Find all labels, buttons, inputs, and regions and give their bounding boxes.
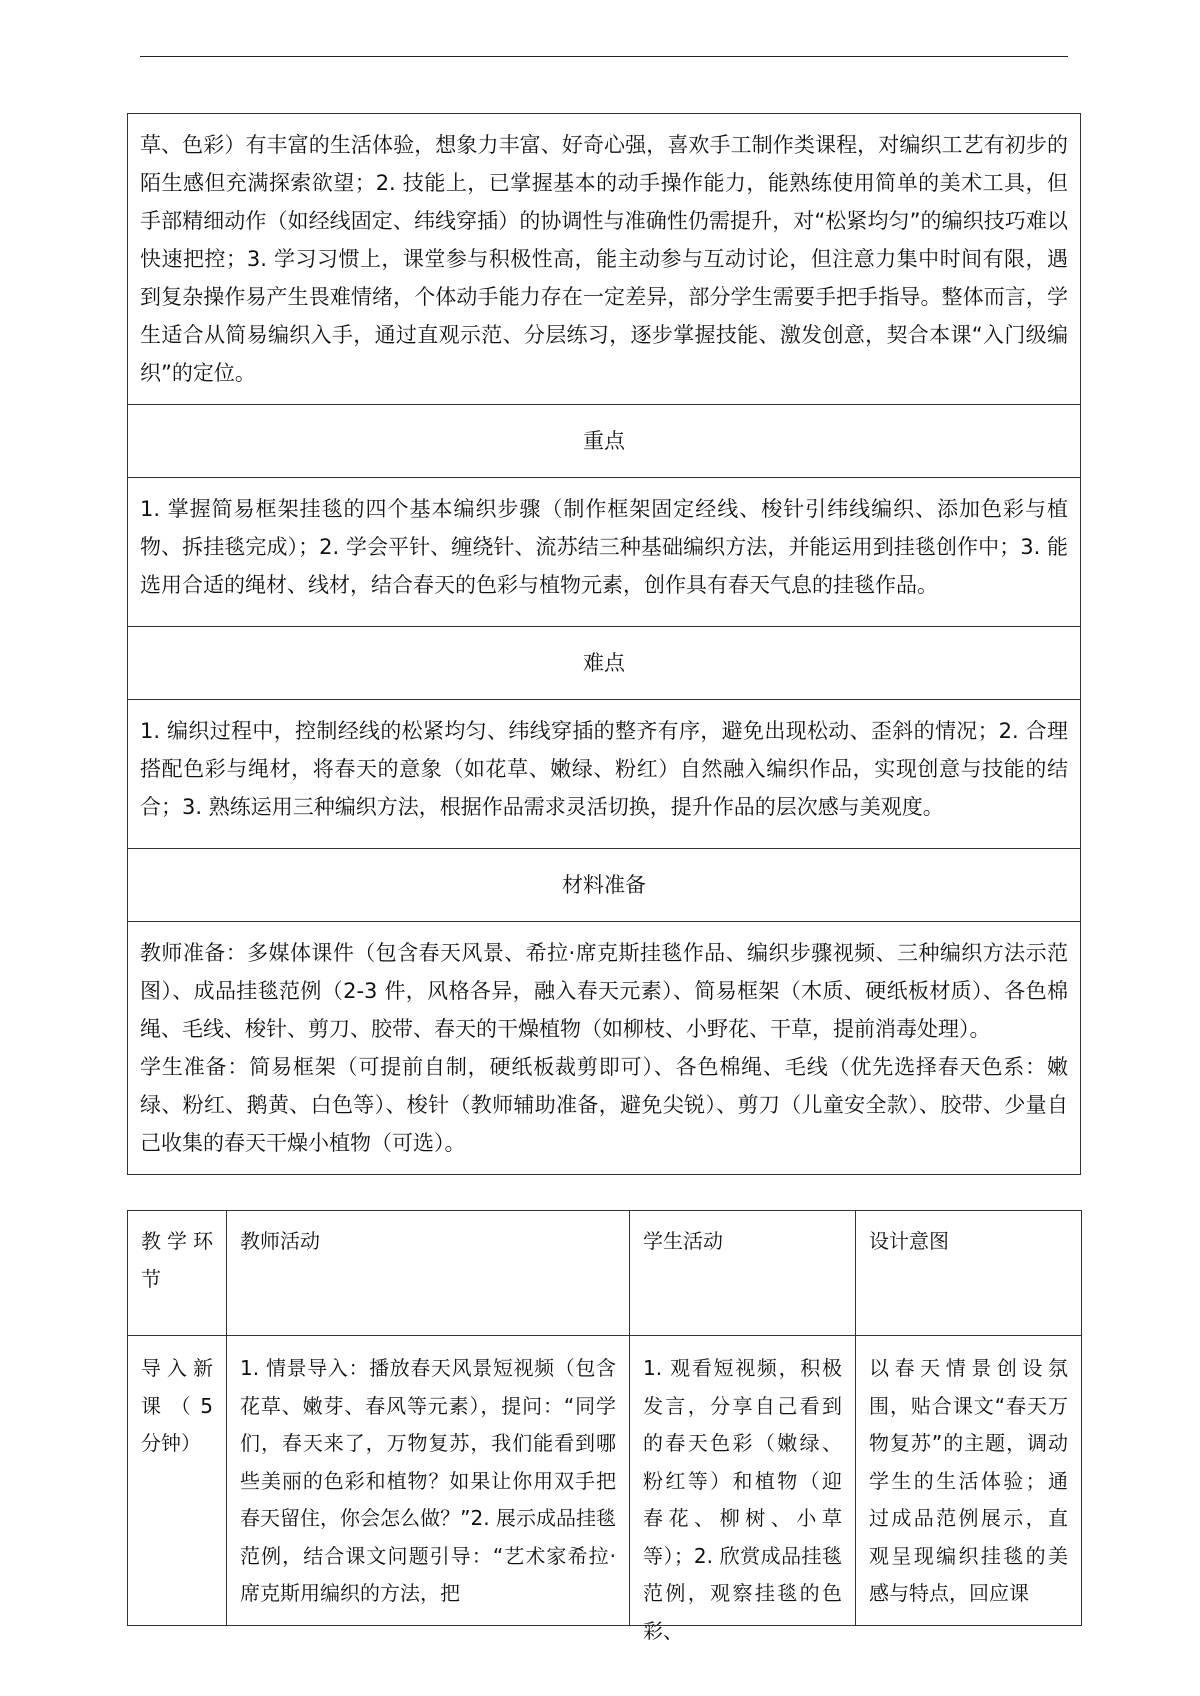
header-student-activity: 学生活动 — [630, 1211, 856, 1336]
header-stage: 教学环节 — [128, 1211, 227, 1336]
design-intent-text: 以春天情景创设氛围，贴合课文“春天万物复苏”的主题，调动学生的生活体验；通过成品范例展示，直观呈现编织挂毯的美感与特点，回应课 — [869, 1356, 1068, 1605]
teacher-activity-cell — [227, 1336, 630, 1626]
difficulties-title: 难点 — [128, 627, 1081, 700]
teaching-process-table — [127, 1210, 1082, 1643]
difficulties-header-row — [128, 627, 1081, 700]
header-teacher-activity: 教师活动 — [227, 1211, 630, 1336]
key-points-text: 1. 掌握简易框架挂毯的四个基本编织步骤（制作框架固定经线、梭针引纬线编织、添加色彩与植物、拆挂毯完成）；2. 学会平针、缠绕针、流苏结三种基础编织方法，并能运用到挂毯创作中；3. 能选用合适的绳材、线材，结合春天的色彩与植物元素，创作具有春天气息的挂毯作品。 — [128, 478, 1081, 627]
situation-row — [128, 114, 1081, 405]
student-activity-cell — [630, 1336, 856, 1643]
difficulties-body-row — [128, 700, 1081, 849]
key-points-title: 重点 — [128, 405, 1081, 478]
student-activity-text: 1. 观看短视频，积极发言，分享自己看到的春天色彩（嫩绿、粉红等）和植物（迎春花、柳树、小草等）；2. 欣赏成品挂毯范例，观察挂毯的色彩、 — [643, 1356, 842, 1643]
teacher-materials-text: 教师准备：多媒体课件（包含春天风景、希拉·席克斯挂毯作品、编织步骤视频、三种编织方法示范图）、成品挂毯范例（2-3 件，风格各异，融入春天元素）、简易框架（木质、硬纸板材质）、各色棉绳、毛线、梭针、剪刀、胶带、春天的干燥植物（如柳枝、小野花、干草，提前消毒处理）。 — [140, 941, 1068, 1041]
difficulties-text: 1. 编织过程中，控制经线的松紧均匀、纬线穿插的整齐有序，避免出现松动、歪斜的情况；2. 合理搭配色彩与绳材，将春天的意象（如花草、嫩绿、粉红）自然融入编织作品，实现创意与技能的结合；3. 熟练运用三种编织方法，根据作品需求灵活切换，提升作品的层次感与美观度。 — [128, 700, 1081, 849]
process-row — [128, 1336, 1082, 1626]
student-situation-text: 草、色彩）有丰富的生活体验，想象力丰富、好奇心强，喜欢手工制作类课程，对编织工艺有初步的陌生感但充满探索欲望；2. 技能上，已掌握基本的动手操作能力，能熟练使用简单的美术工具，但手部精细动作（如经线固定、纬线穿插）的协调性与准确性仍需提升，对“松紧均匀”的编织技巧难以快速把控；3. 学习习惯上，课堂参与积极性高，能主动参与互动讨论，但注意力集中时间有限，遇到复杂操作易产生畏难情绪，个体动手能力存在一定差异，部分学生需要手把手指导。整体而言，学生适合从简易编织入手，通过直观示范、分层练习，逐步掌握技能、激发创意，契合本课“入门级编织”的定位。 — [128, 114, 1081, 405]
key-points-header-row — [128, 405, 1081, 478]
key-points-body-row — [128, 478, 1081, 627]
materials-title: 材料准备 — [128, 849, 1081, 922]
stage-text: 导入新课（5分钟） — [141, 1356, 213, 1455]
stage-cell — [128, 1336, 227, 1626]
lesson-analysis-table — [127, 113, 1081, 1175]
design-intent-cell — [856, 1336, 1082, 1626]
materials-body-row — [128, 922, 1081, 1175]
process-header-row — [128, 1211, 1082, 1336]
student-materials-text: 学生准备：简易框架（可提前自制，硬纸板裁剪即可）、各色棉绳、毛线（优先选择春天色系：嫩绿、粉红、鹅黄、白色等）、梭针（教师辅助准备，避免尖锐）、剪刀（儿童安全款）、胶带、少量自己收集的春天干燥小植物（可选）。 — [140, 1055, 1068, 1155]
header-design-intent: 设计意图 — [856, 1211, 1082, 1336]
materials-cell — [128, 922, 1081, 1175]
header-rule — [140, 56, 1068, 57]
teacher-activity-text: 1. 情景导入：播放春天风景短视频（包含花草、嫩芽、春风等元素），提问：“同学们，春天来了，万物复苏，我们能看到哪些美丽的色彩和植物？如果让你用双手把春天留住，你会怎么做？”2. 展示成品挂毯范例，结合课文问题引导：“艺术家希拉·席克斯用编织的方法，把 — [240, 1356, 616, 1605]
materials-header-row — [128, 849, 1081, 922]
